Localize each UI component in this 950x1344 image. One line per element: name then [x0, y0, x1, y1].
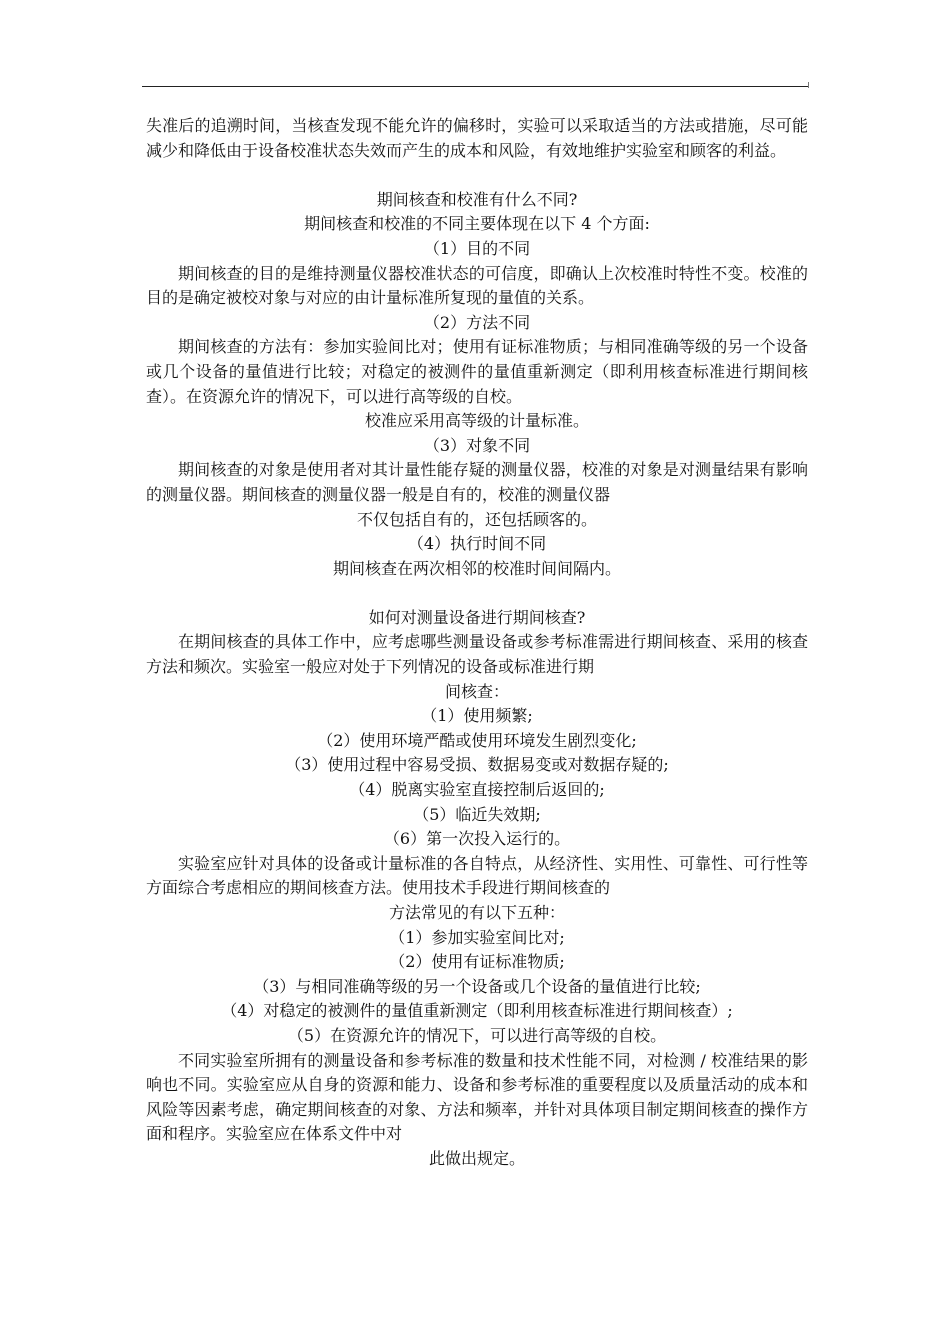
method-item: （4）对稳定的被测件的量值重新测定（即利用核查标准进行期间核查）;: [221, 1001, 733, 1021]
methods-intro-a: 实验室应针对具体的设备或计量标准的各自特点，从经济性、实用性、可靠性、可行性等方面综合考虑相应的期间核查方法。使用技术手段进行期间核查的: [146, 853, 808, 898]
case-item: （2）使用环境严酷或使用环境发生剧烈变化;: [317, 730, 637, 750]
s3-text-a: 期间核查的对象是使用者对其计量性能存疑的测量仪器，校准的对象是对测量结果有影响的测量仪器。期间核查的测量仪器一般是自有的，校准的测量仪器: [146, 460, 808, 504]
s1-text: 期间核查的目的是维持测量仪器校准状态的可信度，即确认上次校准时特性不变。校准的目的是确定被校对象与对应的由计量标准所复现的量值的关系。: [146, 263, 808, 308]
section2-lead-a: 在期间核查的具体工作中，应考虑哪些测量设备或参考标准需进行期间核查、采用的核查方法和频次。实验室一般应对处于下列情况的设备或标准进行期: [146, 632, 808, 677]
header-rule: [142, 86, 809, 87]
s2-text: 期间核查的方法有：参加实验间比对；使用有证标准物质；与相同准确等级的另一个设备或几个设备的量值进行比较；对稳定的被测件的量值重新测定（即利用核查标准进行期间核查）。在资源允许的情况下，可以进行高等级的自校。: [146, 337, 808, 406]
s1-title: （1）目的不同: [423, 238, 531, 258]
s3-title: （3）对象不同: [423, 435, 531, 455]
s4-title: （4）执行时间不同: [407, 534, 547, 554]
intro-paragraph: 失准后的追溯时间，当核查发现不能允许的偏移时，实验可以采取适当的方法或措施，尽可能减少和降低由于设备校准状态失效而产生的成本和风险，有效地维护实验室和顾客的利益。: [146, 116, 808, 160]
blank-line: [146, 581, 808, 606]
s3-text-b: 不仅包括自有的，还包括顾客的。: [356, 509, 597, 529]
methods-intro-b: 方法常见的有以下五种：: [388, 903, 565, 922]
method-item: （5）在资源允许的情况下，可以进行高等级的自校。: [287, 1025, 667, 1045]
conclusion-a: 不同实验室所拥有的测量设备和参考标准的数量和技术性能不同，对检测 / 校准结果的影响也不同。实验室应从自身的资源和能力、设备和参考标准的重要程度以及质量活动的成本和风险等因素考虑，确定期间核查的对象、方法和频率，并针对具体项目制定期间核查的操作方面和程序。实验室应在体系文件中对: [146, 1050, 808, 1144]
case-item: （6）第一次投入运行的。: [383, 829, 571, 849]
blank-line: [146, 163, 808, 188]
s2-extra: 校准应采用高等级的计量标准。: [364, 411, 589, 431]
conclusion-b: 此做出规定。: [428, 1148, 525, 1168]
case-item: （4）脱离实验室直接控制后返回的;: [349, 780, 605, 800]
s2-title: （2）方法不同: [423, 312, 531, 332]
header-rule-tick: [808, 82, 809, 88]
section1-heading: 期间核查和校准有什么不同?: [376, 189, 578, 209]
section2-lead-b: 间核查：: [444, 681, 509, 701]
case-item: （5）临近失效期;: [413, 804, 541, 824]
document-body: [146, 114, 808, 1172]
method-item: （2）使用有证标准物质;: [389, 952, 565, 972]
s4-text: 期间核查在两次相邻的校准时间间隔内。: [332, 558, 621, 578]
section1-lead: 期间核查和校准的不同主要体现在以下 4 个方面:: [304, 214, 650, 234]
case-item: （1）使用频繁;: [421, 706, 533, 726]
method-item: （3）与相同准确等级的另一个设备或几个设备的量值进行比较;: [253, 976, 701, 996]
section2-heading: 如何对测量设备进行期间核查?: [368, 607, 586, 627]
case-item: （3）使用过程中容易受损、数据易变或对数据存疑的;: [285, 755, 669, 775]
method-item: （1）参加实验室间比对;: [389, 927, 565, 947]
